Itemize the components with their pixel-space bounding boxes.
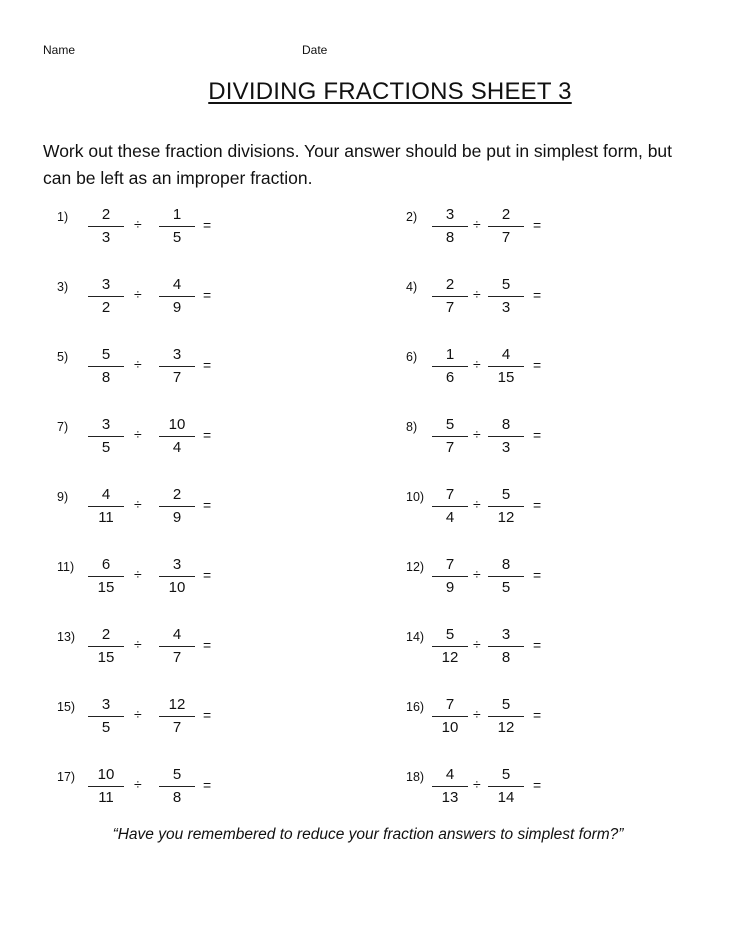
problem-item [57,346,277,406]
divisor-fraction-numerator: 4 [172,626,182,643]
problem-item [57,696,277,756]
divide-sign: ÷ [473,216,481,232]
problem-item [406,206,626,266]
dividend-fraction-denominator: 10 [441,719,459,736]
problem-number: 16) [406,700,425,714]
fraction-bar [88,366,124,367]
dividend-fraction-numerator: 7 [445,556,455,573]
dividend-fraction-numerator: 5 [445,626,455,643]
problem-item [406,696,626,756]
worksheet-title: DIVIDING FRACTIONS SHEET 3 [208,78,572,105]
divisor-fraction-denominator: 10 [168,579,186,596]
equals-sign: = [203,357,212,373]
equals-sign: = [533,427,542,443]
divide-sign: ÷ [473,776,481,792]
dividend-fraction-denominator: 7 [445,439,455,456]
fraction-bar [432,436,468,437]
fraction-bar [488,716,524,717]
divisor-fraction-denominator: 4 [172,439,182,456]
dividend-fraction-denominator: 11 [98,509,114,526]
dividend-fraction-denominator: 7 [445,299,455,316]
fraction-bar [488,646,524,647]
divisor-fraction-numerator: 2 [501,206,511,223]
problem-number: 10) [406,490,425,504]
problem-item [406,416,626,476]
dividend-fraction-denominator: 15 [97,649,115,666]
equals-sign: = [203,707,212,723]
fraction-bar [159,646,195,647]
problem-item [57,206,277,266]
problem-number: 15) [57,700,76,714]
fraction-bar [88,576,124,577]
dividend-fraction-denominator: 11 [98,789,114,806]
divisor-fraction-denominator: 7 [172,719,182,736]
dividend-fraction-denominator: 6 [445,369,455,386]
equals-sign: = [203,777,212,793]
dividend-fraction-numerator: 4 [101,486,111,503]
divide-sign: ÷ [134,566,142,582]
divisor-fraction-numerator: 10 [168,416,186,433]
divisor-fraction-denominator: 14 [497,789,515,806]
problem-number: 6) [406,350,418,364]
dividend-fraction-denominator: 8 [101,369,111,386]
divisor-fraction-denominator: 7 [501,229,511,246]
dividend-fraction-denominator: 13 [441,789,459,806]
divide-sign: ÷ [473,706,481,722]
problem-number: 12) [406,560,425,574]
problem-number: 1) [57,210,69,224]
fraction-bar [159,296,195,297]
divide-sign: ÷ [134,426,142,442]
problem-item [57,416,277,476]
problem-item [57,556,277,616]
dividend-fraction-numerator: 3 [101,276,111,293]
fraction-bar [432,786,468,787]
divide-sign: ÷ [134,216,142,232]
divisor-fraction-denominator: 7 [172,649,182,666]
divisor-fraction-denominator: 7 [172,369,182,386]
fraction-bar [488,366,524,367]
problem-number: 13) [57,630,76,644]
dividend-fraction-denominator: 12 [441,649,459,666]
divide-sign: ÷ [134,706,142,722]
problem-item [406,556,626,616]
problem-number: 8) [406,420,418,434]
dividend-fraction-denominator: 2 [101,299,111,316]
fraction-bar [88,786,124,787]
problem-number: 3) [57,280,69,294]
fraction-bar [159,226,195,227]
divide-sign: ÷ [473,566,481,582]
dividend-fraction-numerator: 2 [445,276,455,293]
dividend-fraction-denominator: 5 [101,719,111,736]
divide-sign: ÷ [473,636,481,652]
problem-item [406,766,626,826]
fraction-bar [432,366,468,367]
divisor-fraction-numerator: 12 [168,696,186,713]
problem-item [57,486,277,546]
dividend-fraction-numerator: 7 [445,486,455,503]
fraction-bar [488,576,524,577]
dividend-fraction-numerator: 3 [445,206,455,223]
dividend-fraction-denominator: 8 [445,229,455,246]
divisor-fraction-numerator: 5 [501,486,511,503]
problem-item [57,276,277,336]
divide-sign: ÷ [473,286,481,302]
dividend-fraction-denominator: 4 [445,509,455,526]
dividend-fraction-denominator: 9 [445,579,455,596]
fraction-bar [88,506,124,507]
problem-item [406,486,626,546]
problem-number: 7) [57,420,69,434]
divisor-fraction-denominator: 5 [172,229,182,246]
divide-sign: ÷ [134,776,142,792]
divisor-fraction-numerator: 2 [172,486,182,503]
divisor-fraction-numerator: 8 [501,416,511,433]
date-label: Date [302,43,328,57]
problem-item [406,276,626,336]
equals-sign: = [203,217,212,233]
divisor-fraction-numerator: 1 [172,206,182,223]
problem-number: 14) [406,630,425,644]
dividend-fraction-numerator: 1 [445,346,455,363]
divisor-fraction-denominator: 3 [501,439,511,456]
equals-sign: = [533,707,542,723]
divisor-fraction-denominator: 12 [497,509,515,526]
fraction-bar [488,296,524,297]
divisor-fraction-numerator: 4 [172,276,182,293]
dividend-fraction-numerator: 2 [101,206,111,223]
equals-sign: = [533,287,542,303]
divisor-fraction-numerator: 5 [501,766,511,783]
fraction-bar [488,226,524,227]
fraction-bar [488,786,524,787]
dividend-fraction-numerator: 2 [101,626,111,643]
dividend-fraction-numerator: 5 [101,346,111,363]
fraction-bar [88,296,124,297]
divide-sign: ÷ [473,356,481,372]
divisor-fraction-denominator: 5 [501,579,511,596]
divisor-fraction-numerator: 5 [501,696,511,713]
problem-number: 2) [406,210,418,224]
problem-number: 9) [57,490,69,504]
fraction-bar [159,506,195,507]
dividend-fraction-numerator: 3 [101,696,111,713]
fraction-bar [159,436,195,437]
equals-sign: = [533,357,542,373]
equals-sign: = [533,567,542,583]
equals-sign: = [203,567,212,583]
divide-sign: ÷ [473,426,481,442]
divide-sign: ÷ [134,286,142,302]
problem-number: 5) [57,350,69,364]
problem-item [57,626,277,686]
divisor-fraction-numerator: 5 [172,766,182,783]
dividend-fraction-numerator: 3 [101,416,111,433]
divisor-fraction-denominator: 3 [501,299,511,316]
name-label: Name [43,43,76,57]
fraction-bar [432,296,468,297]
fraction-bar [432,226,468,227]
equals-sign: = [203,287,212,303]
dividend-fraction-numerator: 5 [445,416,455,433]
fraction-bar [88,646,124,647]
dividend-fraction-denominator: 5 [101,439,111,456]
problem-number: 4) [406,280,418,294]
fraction-bar [432,646,468,647]
reminder-footer: “Have you remembered to reduce your fraction answers to simplest form?” [112,826,624,843]
equals-sign: = [533,777,542,793]
dividend-fraction-numerator: 7 [445,696,455,713]
divisor-fraction-denominator: 15 [497,369,515,386]
problem-item [57,766,277,826]
fraction-bar [88,436,124,437]
fraction-bar [159,366,195,367]
equals-sign: = [203,427,212,443]
problem-number: 11) [57,560,75,574]
fraction-bar [159,576,195,577]
fraction-bar [159,716,195,717]
divide-sign: ÷ [473,496,481,512]
divisor-fraction-denominator: 9 [172,509,182,526]
instructions-text: Work out these fraction divisions. Your answer should be put in simplest form, but can be left as an improper fraction. [43,141,673,188]
equals-sign: = [203,637,212,653]
fraction-bar [432,716,468,717]
divisor-fraction-denominator: 9 [172,299,182,316]
problem-number: 18) [406,770,425,784]
divisor-fraction-numerator: 3 [172,556,182,573]
divisor-fraction-numerator: 8 [501,556,511,573]
dividend-fraction-numerator: 4 [445,766,455,783]
equals-sign: = [203,497,212,513]
divide-sign: ÷ [134,496,142,512]
divisor-fraction-numerator: 4 [501,346,511,363]
fraction-bar [88,716,124,717]
divisor-fraction-denominator: 8 [501,649,511,666]
problem-item [406,346,626,406]
divide-sign: ÷ [134,636,142,652]
divide-sign: ÷ [134,356,142,372]
fraction-bar [88,226,124,227]
problem-item [406,626,626,686]
dividend-fraction-denominator: 3 [101,229,111,246]
divisor-fraction-denominator: 8 [172,789,182,806]
fraction-bar [432,576,468,577]
equals-sign: = [533,637,542,653]
fraction-bar [488,436,524,437]
divisor-fraction-numerator: 5 [501,276,511,293]
equals-sign: = [533,497,542,513]
dividend-fraction-denominator: 15 [97,579,115,596]
fraction-bar [432,506,468,507]
equals-sign: = [533,217,542,233]
problem-number: 17) [57,770,76,784]
divisor-fraction-denominator: 12 [497,719,515,736]
fraction-bar [159,786,195,787]
dividend-fraction-numerator: 6 [101,556,111,573]
divisor-fraction-numerator: 3 [501,626,511,643]
fraction-bar [488,506,524,507]
divisor-fraction-numerator: 3 [172,346,182,363]
dividend-fraction-numerator: 10 [97,766,115,783]
